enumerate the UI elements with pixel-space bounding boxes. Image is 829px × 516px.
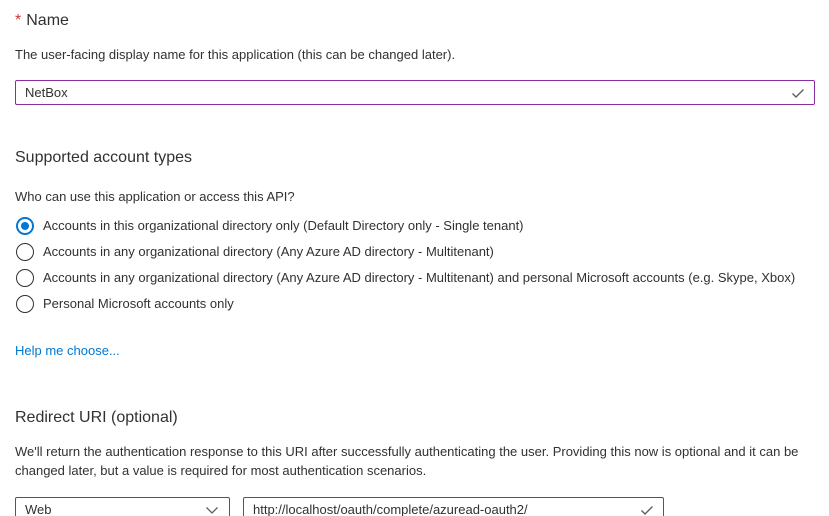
redirect-uri-input[interactable]: [243, 497, 664, 516]
supported-account-types-section: [15, 148, 815, 360]
name-input[interactable]: [15, 80, 815, 105]
platform-select[interactable]: [15, 497, 230, 516]
radio-option-label: Personal Microsoft accounts only: [43, 296, 234, 311]
redirect-uri-section: [15, 408, 815, 516]
name-section-title-text: Name: [26, 12, 69, 29]
radio-button-icon[interactable]: [16, 295, 34, 313]
name-section-title: [15, 11, 815, 30]
account-type-radio-group: [15, 213, 815, 317]
chevron-down-icon: [204, 502, 220, 516]
radio-option-personal-only[interactable]: [15, 291, 815, 317]
redirect-uri-description: We'll return the authentication response to this URI after successfully authenticating the user. Providing this now is optional and it can be changed later, but a value is required for most authentication scenarios.: [15, 444, 799, 478]
radio-option-label: Accounts in this organizational directory only (Default Directory only - Single tenant): [43, 218, 524, 233]
radio-button-icon[interactable]: [16, 269, 34, 287]
account-types-title: Supported account types: [15, 149, 193, 166]
name-field-wrap: [15, 80, 815, 105]
help-me-choose-link[interactable]: Help me choose...: [15, 343, 120, 358]
required-asterisk: *: [15, 12, 22, 29]
radio-option-multitenant[interactable]: [15, 239, 815, 265]
name-section: [15, 11, 815, 105]
uri-field-wrap: [243, 497, 664, 516]
radio-option-multitenant-personal[interactable]: [15, 265, 815, 291]
radio-option-label: Accounts in any organizational directory (Any Azure AD directory - Multitenant): [43, 244, 494, 259]
redirect-uri-title: Redirect URI (optional): [15, 409, 178, 426]
radio-button-icon[interactable]: [16, 243, 34, 261]
account-types-question: Who can use this application or access this API?: [15, 189, 295, 204]
platform-select-value: Web: [25, 502, 52, 516]
radio-option-single-tenant[interactable]: [15, 213, 815, 239]
radio-option-label: Accounts in any organizational directory (Any Azure AD directory - Multitenant) and personal Microsoft accounts (e.g. Skype, Xbox): [43, 270, 796, 285]
redirect-uri-controls: [15, 497, 815, 516]
name-description: The user-facing display name for this application (this can be changed later).: [15, 47, 456, 62]
radio-button-icon[interactable]: [16, 217, 34, 235]
